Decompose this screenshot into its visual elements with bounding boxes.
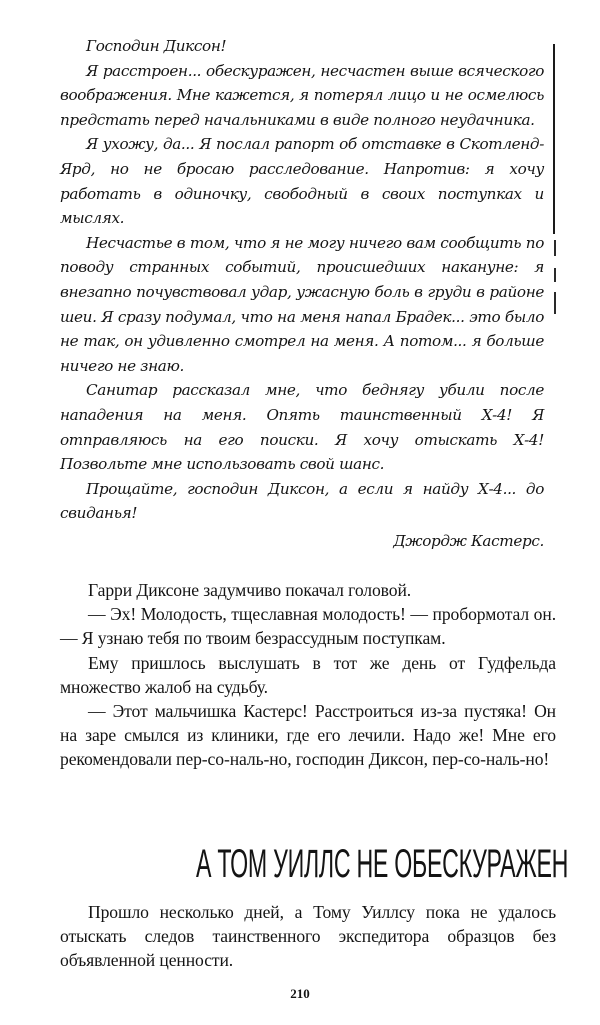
- letter-paragraph: Санитар рассказал мне, что беднягу убили после нападения на меня. Опять таинственный Х-4! Я отправляюсь на его поиски. Я хочу отыскать Х-4! Позвольте мне использовать свой шанс.: [60, 381, 544, 474]
- letter-paragraph: Я ухожу, да... Я послал рапорт об отставке в Скотленд-Ярд, но не бросаю расследование. Напротив: я хочу работать в одиночку, свободный в своих поступках и мыслях.: [60, 135, 544, 228]
- page-number: 210: [290, 986, 310, 1001]
- letter-block: [60, 34, 544, 553]
- letter-signature: Джордж Кастерс.: [393, 531, 544, 550]
- margin-dash: [554, 268, 556, 282]
- margin-dash: [554, 240, 556, 256]
- margin-dash: [554, 292, 556, 314]
- body-paragraph: — Эх! Молодость, тщеславная молодость! — пробормотал он. — Я узнаю тебя по твоим безрассудным поступкам.: [60, 604, 556, 649]
- body-paragraph: Гарри Диксоне задумчиво покачал головой.: [88, 580, 412, 600]
- letter-salutation: Господин Диксон!: [86, 37, 227, 55]
- chapter-paragraph: Прошло несколько дней, а Тому Уиллсу пока не удалось отыскать следов таинственного экспедитора образцов без объявленной ценности.: [60, 902, 556, 971]
- chapter-title: А ТОМ УИЛЛС НЕ ОБЕСКУРАЖЕН: [196, 842, 569, 886]
- body-paragraph: — Этот мальчишка Кастерс! Расстроиться из-за пустяка! Он на заре смылся из клиники, где его лечили. Надо же! Мне его рекомендовали пер-со-наль-но, господин Диксон, пер-со-наль-но!: [60, 701, 556, 770]
- body-paragraph: Ему пришлось выслушать в тот же день от Гудфельда множество жалоб на судьбу.: [60, 652, 556, 697]
- chapter-text: [60, 900, 556, 973]
- body-text: [60, 578, 556, 772]
- letter-paragraph: Несчастье в том, что я не могу ничего вам сообщить по поводу странных событий, происшедших накануне: я внезапно почувствовал удар, ужасную боль в груди в районе шеи. Я сразу подумал, что на меня напал Брадек... это было не так, он удивленно смотрел на меня. А потом... я больше ничего не знаю.: [60, 233, 544, 375]
- letter-paragraph: Я расстроен... обескуражен, несчастен выше всяческого воображения. Мне кажется, я потерял лицо и не осмелюсь предстать перед начальниками в виде полного неудачника.: [60, 61, 544, 129]
- margin-rule: [553, 44, 555, 234]
- letter-paragraph: Прощайте, господин Диксон, а если я найду Х-4... до свиданья!: [60, 479, 544, 523]
